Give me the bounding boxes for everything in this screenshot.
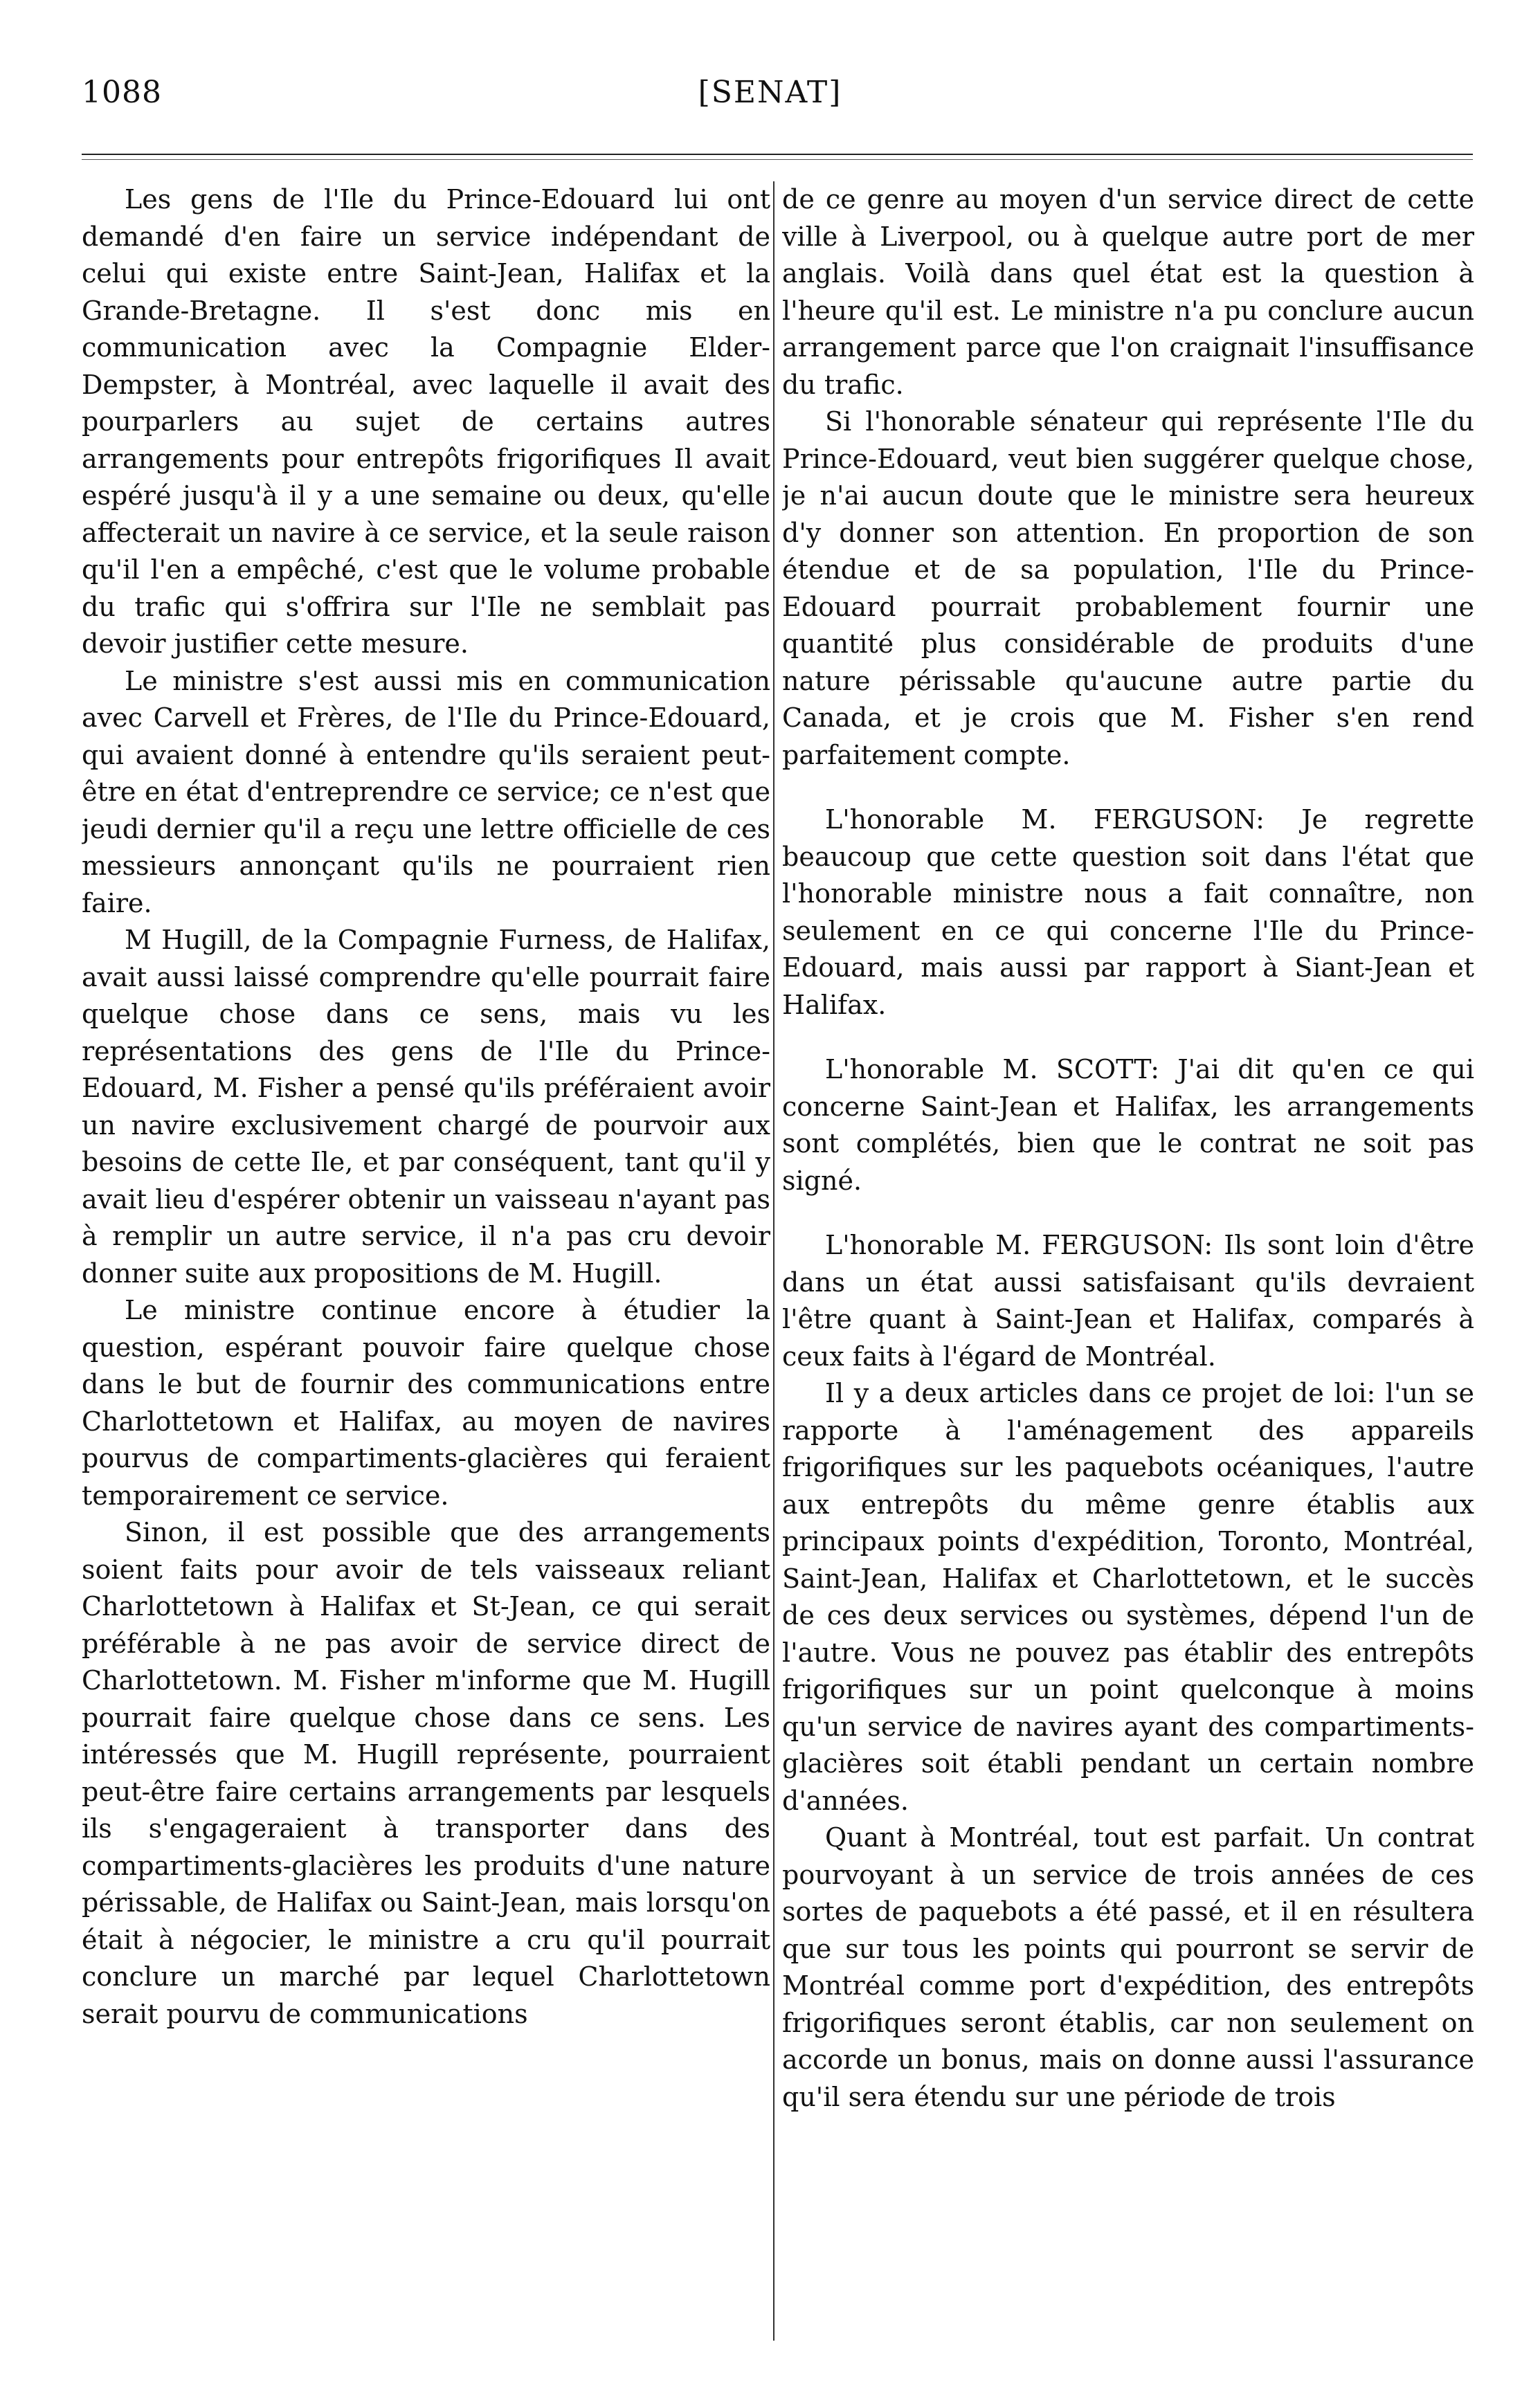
- page-number: 1088: [82, 75, 162, 110]
- column-divider: [773, 181, 774, 2341]
- paragraph: Les gens de l'Ile du Prince-Edouard lui ont demandé d'en faire un service indépendant de celui qui existe entre Saint-Jean, Halifax et la Grande-Bretagne. Il s'est donc mis en communication avec la Compagnie Elder-Dempster, à Montréal, avec laquelle il avait des pourparlers au sujet de certains autres arrangements pour entrepôts frigorifiques Il avait espéré jusqu'à il y a une semaine ou deux, qu'elle affecterait un navire à ce service, et la seule raison qu'il l'en a empêché, c'est que le volume probable du trafic qui s'offrira sur l'Ile ne semblait pas devoir justifier cette mesure.: [82, 184, 770, 659]
- speech-paragraph: L'honorable M. FERGUSON: Je regrette beaucoup que cette question soit dans l'état que l'honorable ministre nous a fait connaître, non seulement en ce qui concerne l'Ile du Prince-Edouard, mais aussi par rapport à Siant-Jean et Halifax.: [782, 804, 1474, 1020]
- paragraph: M Hugill, de la Compagnie Furness, de Halifax, avait aussi laissé comprendre qu'elle pourrait faire quelque chose dans ce sens, mais vu les représentations des gens de l'Ile du Prince-Edouard, M. Fisher a pensé qu'ils préféraient avoir un navire exclusivement chargé de pourvoir aux besoins de cette Ile, et par conséquent, tant qu'il y avait lieu d'espérer obtenir un vaisseau n'ayant pas à remplir un autre service, il n'a pas cru devoir donner suite aux propositions de M. Hugill.: [82, 925, 770, 1289]
- speech-paragraph: L'honorable M. FERGUSON: Ils sont loin d'être dans un état aussi satisfaisant qu'ils devraient l'être quant à Saint-Jean et Halifax, comparés à ceux faits à l'égard de Montréal.: [782, 1230, 1474, 1372]
- paragraph: Si l'honorable sénateur qui représente l'Ile du Prince-Edouard, veut bien suggérer quelque chose, je n'ai aucun doute que le ministre sera heureux d'y donner son attention. En proportion de son étendue et de sa population, l'Ile du Prince-Edouard pourrait probablement fournir une quantité plus considérable de produits d'une nature périssable qu'aucune autre partie du Canada, et je crois que M. Fisher s'en rend parfaitement compte.: [782, 406, 1474, 770]
- paragraph: Sinon, il est possible que des arrangements soient faits pour avoir de tels vaisseaux reliant Charlottetown à Halifax et St-Jean, ce qui serait préférable à ne pas avoir de service direct de Charlottetown. M. Fisher m'informe que M. Hugill pourrait faire quelque chose dans ce sens. Les intéressés que M. Hugill représente, pourraient peut-être faire certains arrangements par lesquels ils s'engageraient à transporter dans des compartiments-glacières les produits d'une nature périssable, de Halifax ou Saint-Jean, mais lorsqu'on était à négocier, le ministre a cru qu'il pourrait conclure un marché par lequel Charlottetown serait pourvu de communications: [82, 1517, 770, 2029]
- page-header: [0, 75, 1540, 116]
- paragraph: de ce genre au moyen d'un service direct de cette ville à Liverpool, ou à quelque autre port de mer anglais. Voilà dans quel état est la question à l'heure qu'il est. Le ministre n'a pu conclure aucun arrangement parce que l'on craignait l'insuffisance du trafic.: [782, 184, 1474, 400]
- left-column: [82, 181, 770, 2361]
- section-title: [SENAT]: [698, 75, 842, 110]
- paragraph: Le ministre continue encore à étudier la question, espérant pouvoir faire quelque chose dans le but de fournir des communications entre Charlottetown et Halifax, au moyen de navires pourvus de compartiments-glacières qui feraient temporairement ce service.: [82, 1295, 770, 1511]
- paragraph: Il y a deux articles dans ce projet de loi: l'un se rapporte à l'aménagement des appareils frigorifiques sur les paquebots océaniques, l'autre aux entrepôts du même genre établis aux principaux points d'expédition, Toronto, Montréal, Saint-Jean, Halifax et Charlottetown, et le succès de ces deux services ou systèmes, dépend l'un de l'autre. Vous ne pouvez pas établir des entrepôts frigorifiques sur un point quelconque à moins qu'un service de navires ayant des compartiments-glacières soit établi pendant un certain nombre d'années.: [782, 1378, 1474, 1816]
- speech-paragraph: L'honorable M. SCOTT: J'ai dit qu'en ce qui concerne Saint-Jean et Halifax, les arrangements sont complétés, bien que le contrat ne soit pas signé.: [782, 1054, 1474, 1196]
- header-rule-thin: [82, 159, 1473, 160]
- paragraph: Quant à Montréal, tout est parfait. Un contrat pourvoyant à un service de trois années de ces sortes de paquebots a été passé, et il en résultera que sur tous les points qui pourront se servir de Montréal comme port d'expédition, des entrepôts frigorifiques seront établis, car non seulement on accorde un bonus, mais on donne aussi l'assurance qu'il sera étendu sur une période de trois: [782, 1822, 1474, 2112]
- header-rule: [82, 154, 1473, 155]
- right-column: [782, 181, 1474, 2361]
- paragraph: Le ministre s'est aussi mis en communication avec Carvell et Frères, de l'Ile du Prince-Edouard, qui avaient donné à entendre qu'ils seraient peut-être en état d'entreprendre ce service; ce n'est que jeudi dernier qu'il a reçu une lettre officielle de ces messieurs annonçant qu'ils ne pourraient rien faire.: [82, 665, 770, 918]
